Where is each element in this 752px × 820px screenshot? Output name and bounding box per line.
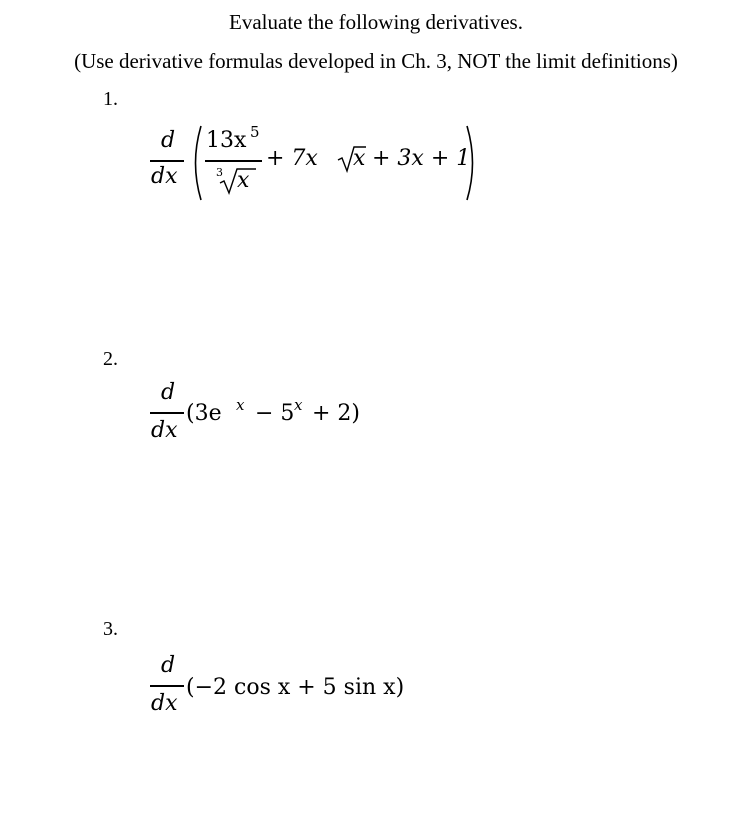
inner-numerator <box>206 128 246 153</box>
expression: (−2 cos x + 5 sin x) <box>186 675 405 700</box>
expression-close: + 2) <box>312 401 361 426</box>
exponent: x <box>236 396 245 414</box>
expression-open: (3e <box>186 401 222 426</box>
inner-numerator-base: 13x <box>206 128 247 153</box>
expression-term: + 3x + 1 <box>372 146 471 171</box>
problem-number: 2. <box>103 348 118 370</box>
sqrt-radicand: x <box>353 146 366 171</box>
derivative-numerator: d <box>161 380 176 405</box>
expression-middle: − 5 <box>255 401 295 426</box>
inner-fraction-bar <box>205 160 262 162</box>
derivative-denominator: dx <box>151 164 178 189</box>
derivative-denominator: dx <box>151 418 178 443</box>
problem-number: 1. <box>103 88 118 110</box>
page-title: Evaluate the following derivatives. <box>229 10 523 34</box>
instructions: (Use derivative formulas developed in Ch. 3, NOT the limit definitions) <box>74 49 678 73</box>
derivative-denominator: dx <box>151 691 178 716</box>
derivative-fraction-bar <box>150 685 184 687</box>
right-paren <box>464 124 480 202</box>
derivative-numerator: d <box>161 653 176 678</box>
root-index: 3 <box>216 166 223 179</box>
exponent: x <box>294 396 303 414</box>
derivative-numerator: d <box>161 128 176 153</box>
left-paren <box>188 124 204 202</box>
derivative-fraction-bar <box>150 412 184 414</box>
root-radicand: x <box>237 168 250 193</box>
derivative-fraction-bar <box>150 160 184 162</box>
problem-number: 3. <box>103 618 118 640</box>
expression-term: + 7x <box>266 146 318 171</box>
inner-exponent: 5 <box>250 123 260 141</box>
